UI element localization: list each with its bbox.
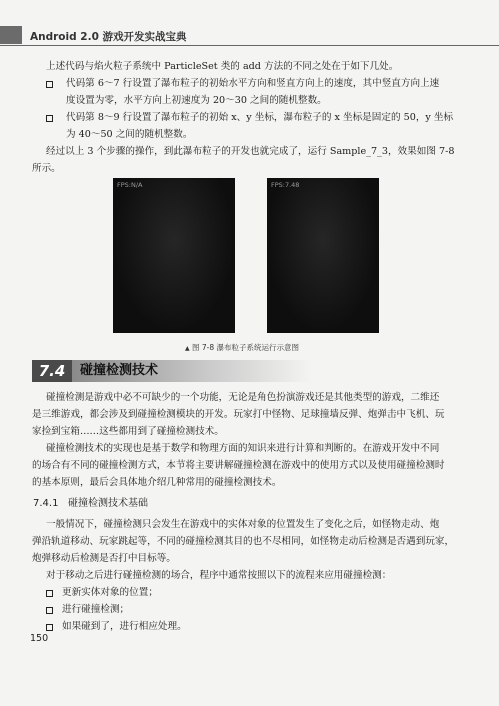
figure-caption <box>185 342 299 353</box>
page-number: 150 <box>30 633 49 644</box>
flow-step-1: 更新实体对象的位置； <box>62 587 158 598</box>
figure-screenshot-right <box>267 178 379 333</box>
section-title: 碰撞检测技术 <box>80 363 159 378</box>
flow-step-3: 如果碰到了，进行相应处理。 <box>62 621 187 632</box>
book-title: Android 2.0 游戏开发实战宝典 <box>30 31 187 43</box>
bullet-2-line-1: 代码第 8～9 行设置了瀑布粒子的初始 x、y 坐标，瀑布粒子的 x 坐标是固定的 50，y 坐标 <box>66 112 454 123</box>
subsection-title: 碰撞检测技术基础 <box>68 498 148 509</box>
section-para-2-line-1: 碰撞检测技术的实现也是基于数学和物理方面的知识来进行计算和判断的。在游戏开发中不同 <box>46 443 440 454</box>
checkbox-bullet-icon <box>46 607 53 614</box>
checkbox-bullet-icon <box>46 81 53 88</box>
bullet-1-line-1: 代码第 6～7 行设置了瀑布粒子的初始水平方向和竖直方向上的速度，其中竖直方向上速 <box>66 78 440 89</box>
caption-triangle-icon: ▲ <box>185 345 190 352</box>
section-para-2-line-2: 的场合有不同的碰撞检测方式，本节将主要讲解碰撞检测在游戏中的使用方式以及使用碰撞检测时 <box>32 460 445 471</box>
conclusion-line-2: 所示。 <box>32 163 61 174</box>
section-para-1-line-2: 是三维游戏，都会涉及到碰撞检测模块的开发。玩家打中怪物、足球撞墙反弹、炮弹击中飞机、玩 <box>32 409 445 420</box>
fps-label-right: FPS:7.48 <box>271 181 300 189</box>
caption-text: 图 7-8 瀑布粒子系统运行示意图 <box>192 343 300 352</box>
header-marker <box>0 26 22 44</box>
checkbox-bullet-icon <box>46 590 53 597</box>
checkbox-bullet-icon <box>46 624 53 631</box>
sub-para-2-line-1: 对于移动之后进行碰撞检测的场合，程序中通常按照以下的流程来应用碰撞检测： <box>46 570 392 581</box>
section-number: 7.4 <box>32 360 72 382</box>
checkbox-bullet-icon <box>46 115 53 122</box>
sub-para-1-line-2: 弹沿轨道移动、玩家跳起等，不同的碰撞检测其目的也不尽相同，如怪物走动后检测是否遇到玩家， <box>32 536 455 547</box>
conclusion-line-1: 经过以上 3 个步骤的操作，到此瀑布粒子的开发也就完成了，运行 Sample_7_3，效果如图 7-8 <box>46 146 455 157</box>
subsection-heading <box>33 494 148 509</box>
section-para-1-line-3: 家捡到宝箱……这些都用到了碰撞检测技术。 <box>32 426 224 437</box>
figure-screenshot-left <box>113 178 235 333</box>
section-para-2-line-3: 的基本原则，最后会具体地介绍几种常用的碰撞检测技术。 <box>32 477 282 488</box>
sub-para-1-line-1: 一般情况下，碰撞检测只会发生在游戏中的实体对象的位置发生了变化之后，如怪物走动、炮 <box>46 519 440 530</box>
bullet-2-line-2: 为 40～50 之间的随机整数。 <box>66 129 193 140</box>
subsection-number: 7.4.1 <box>33 498 59 509</box>
bullet-1-line-2: 度设置为零，水平方向上初速度为 20～30 之间的随机整数。 <box>66 95 327 106</box>
sub-para-1-line-3: 炮弹移动后检测是否打中目标等。 <box>32 553 176 564</box>
top-paragraph: 上述代码与焰火粒子系统中 ParticleSet 类的 add 方法的不同之处在于如下几处。 <box>46 61 399 72</box>
flow-step-2: 进行碰撞检测； <box>62 604 130 615</box>
header-rule <box>0 45 499 46</box>
fps-label-left: FPS:N/A <box>117 181 143 189</box>
section-para-1-line-1: 碰撞检测是游戏中必不可缺少的一个功能，无论是角色扮演游戏还是其他类型的游戏，二维还 <box>46 392 440 403</box>
